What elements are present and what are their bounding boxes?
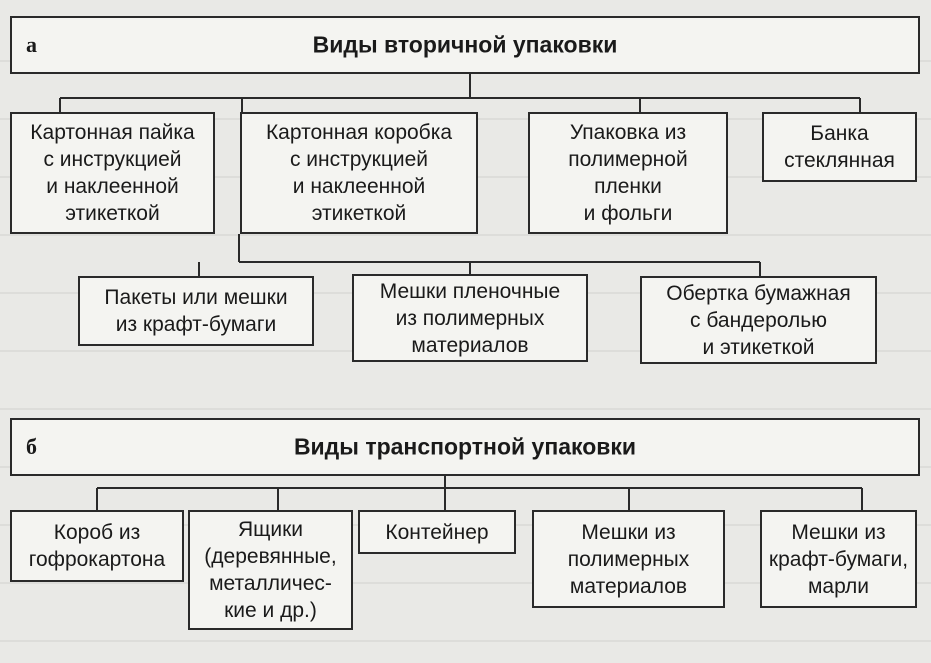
secondary-packaging-header	[10, 16, 920, 74]
box-paper-wrap: Обертка бумажная с бандеролью и этикеткой	[640, 276, 877, 364]
diagram-letter-a: а	[26, 32, 37, 57]
box-polymer-film-foil: Упаковка из полимерной пленки и фольги	[528, 112, 728, 234]
diagram-letter-b: б	[26, 434, 37, 459]
box-glass-jar: Банка стеклянная	[762, 112, 917, 182]
box-corrugated-crate: Короб из гофрокартона	[10, 510, 184, 582]
secondary-packaging-title: Виды вторичной упаковки	[312, 31, 618, 58]
box-kraft-bags: Пакеты или мешки из крафт-бумаги	[78, 276, 314, 346]
box-cardboard-carton: Картонная коробка с инструкцией и наклеенной этикеткой	[240, 112, 478, 234]
box-cardboard-pack: Картонная пайка с инструкцией и наклеенной этикеткой	[10, 112, 215, 234]
box-polymer-sacks: Мешки из полимерных материалов	[532, 510, 725, 608]
transport-packaging-header	[10, 418, 920, 476]
box-kraft-gauze-sacks: Мешки из крафт-бумаги, марли	[760, 510, 917, 608]
box-boxes-wood-metal: Ящики (деревянные, металличес- кие и др.)	[188, 510, 353, 630]
box-polymer-film-bags: Мешки пленочные из полимерных материалов	[352, 274, 588, 362]
box-container: Контейнер	[358, 510, 516, 554]
transport-packaging-title: Виды транспортной упаковки	[293, 433, 637, 460]
